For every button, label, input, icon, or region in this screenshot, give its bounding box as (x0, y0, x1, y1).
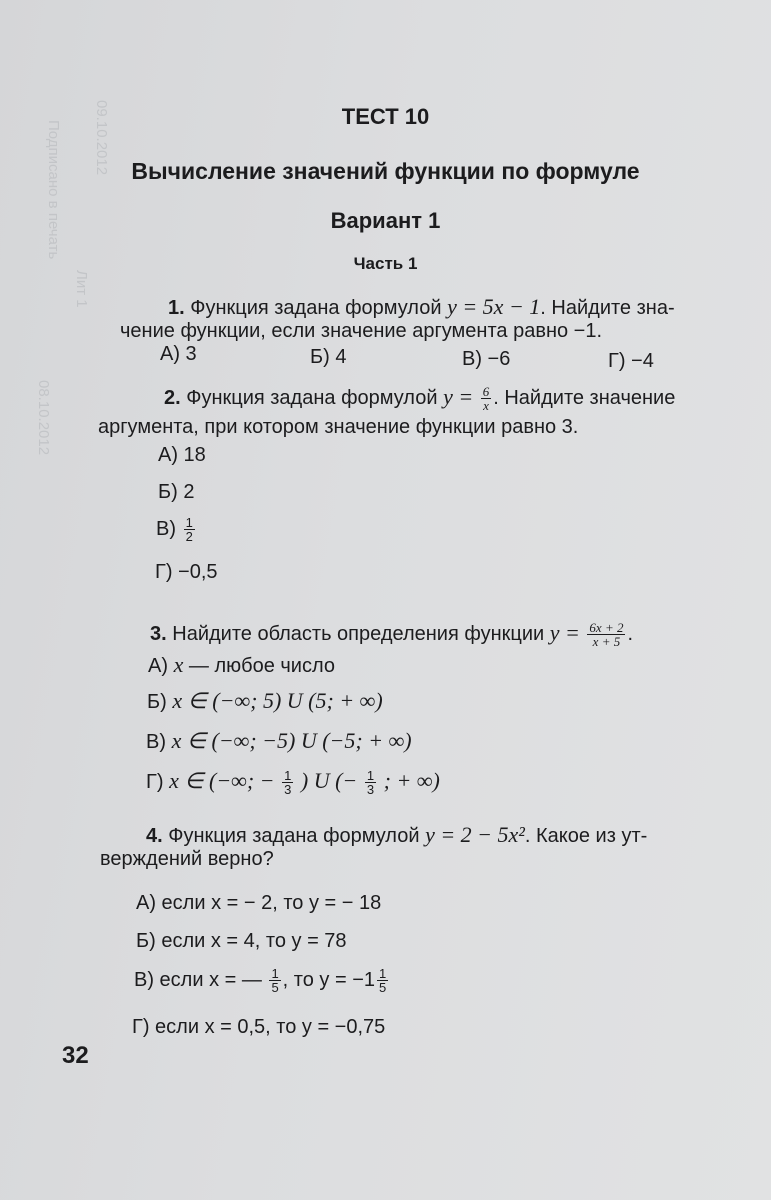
fraction: $\frac{6x + 2}{x + 5}$ (589, 620, 624, 650)
formula: y = 5x − 1 (447, 294, 541, 319)
fraction: $\frac{1}{3}$ (366, 768, 375, 798)
question-number: 4. (146, 825, 163, 847)
bleed-through-text: 09.10.2012 (93, 100, 110, 176)
question-number: 1. (168, 297, 185, 319)
formula: y = (549, 620, 580, 645)
answer-option-d: Г) если x = 0,5, то y = −0,75 (132, 1016, 386, 1038)
answer-option-b: Б) если x = 4, то y = 78 (136, 930, 347, 952)
answer-option-d: Г) −0,5 (155, 561, 218, 583)
answer-option-c: В) x ∈ (−∞; −5) U (−5; + ∞) (146, 728, 412, 753)
question-2 (164, 384, 675, 412)
formula: y = (443, 384, 474, 409)
question-text: Функция задана формулой (168, 825, 420, 847)
bleed-through-text: 08.10.2012 (35, 380, 52, 456)
answer-option-b: Б) 2 (158, 481, 195, 503)
question-text: . Какое из ут- (524, 825, 648, 847)
variant-heading: Вариант 1 (330, 208, 441, 233)
answer-option-a: А) 3 (160, 343, 197, 365)
question-text: . Найдите зна- (540, 297, 675, 319)
question-number: 2. (164, 387, 181, 409)
question-1 (168, 294, 675, 320)
answer-option-a: А) x — любое число (148, 652, 335, 677)
answer-option-c: В) −6 (462, 348, 511, 370)
question-1-line-2: чение функции, если значение аргумента равно −1. (120, 320, 603, 342)
fraction: $\frac{1}{2}$ (185, 515, 193, 544)
bleed-through-text: Лит 1 (73, 270, 90, 308)
fraction: $\frac{1}{3}$ (284, 768, 292, 798)
question-text: Функция задана формулой (190, 297, 442, 319)
formula: y = 2 − 5x² (425, 822, 525, 847)
fraction: $\frac{1}{5}$ (271, 966, 279, 995)
part-heading: Часть 1 (353, 254, 418, 273)
answer-option-b: Б) x ∈ (−∞; 5) U (5; + ∞) (147, 688, 383, 713)
answer-option-c: В) $\frac{1}{2}$ (156, 515, 193, 544)
question-4 (146, 822, 647, 848)
answer-option-a: А) 18 (158, 444, 206, 466)
test-title: ТЕСТ 10 (341, 104, 430, 129)
subject-title: Вычисление значений функции по формуле (131, 158, 640, 184)
fraction: $\frac{6}{x}$ (482, 384, 490, 414)
question-text: Функция задана формулой (186, 387, 438, 409)
question-4-line-2: верждений верно? (100, 848, 274, 870)
page-number: 32 (62, 1042, 89, 1069)
answer-option-c: В) если x = — $\frac{1}{5}$ , то y = −1 $\frac{1}{5}$ (134, 966, 387, 995)
question-text: Найдите область определения функции (172, 623, 545, 645)
question-number: 3. (150, 623, 167, 645)
answer-option-b: Б) 4 (310, 346, 347, 368)
answer-option-d: Г) x ∈ (−∞; − $\frac{1}{3}$ ) U (− $\frac{1}{3}$ ; + ∞) (146, 768, 440, 798)
question-3: 3. Найдите область определения функции y = $\frac{6x + 2}{x + 5}$ . (150, 620, 634, 650)
question-2-line-2: аргумента, при котором значение функции равно 3. (98, 416, 579, 438)
fraction: $\frac{1}{5}$ (379, 966, 387, 995)
answer-option-d: Г) −4 (608, 350, 654, 372)
answer-option-a: А) если x = − 2, то y = − 18 (136, 892, 382, 914)
bleed-through-text: Подписано в печать (45, 120, 62, 260)
question-text: . Найдите значение (493, 387, 676, 409)
